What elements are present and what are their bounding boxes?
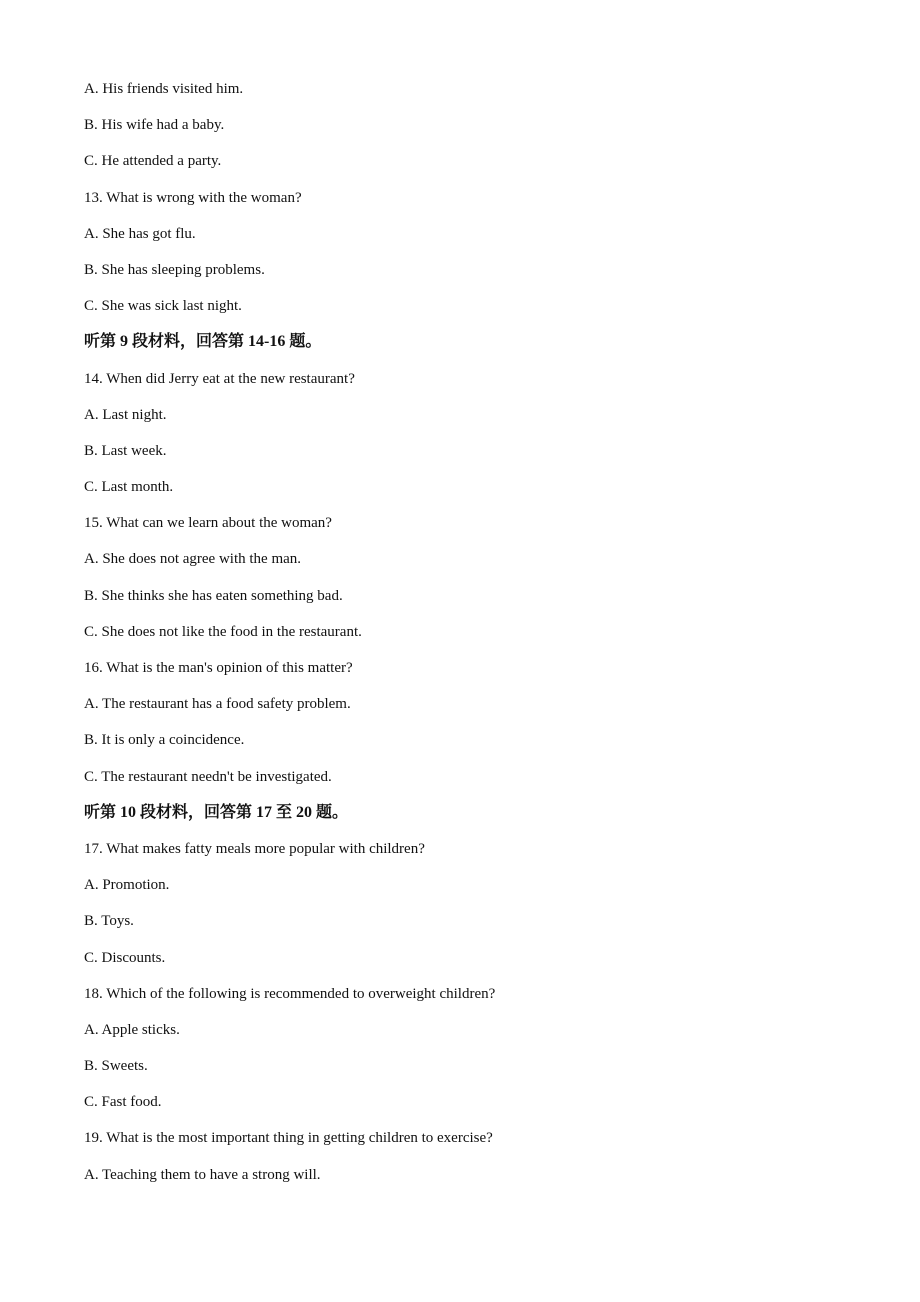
option-line: C. She does not like the food in the restaurant. bbox=[84, 623, 362, 640]
option-line: C. Discounts. bbox=[84, 949, 166, 966]
option-line: C. He attended a party. bbox=[84, 153, 222, 170]
option-line: B. Last week. bbox=[84, 442, 167, 459]
document-page bbox=[84, 78, 884, 1200]
option-line: B. Sweets. bbox=[84, 1058, 148, 1075]
question-line: 15. What can we learn about the woman? bbox=[84, 515, 332, 532]
option-line: A. Apple sticks. bbox=[84, 1021, 180, 1038]
option-line: C. Last month. bbox=[84, 479, 174, 496]
option-line: A. She does not agree with the man. bbox=[84, 551, 302, 568]
option-line: C. She was sick last night. bbox=[84, 298, 242, 315]
option-line: B. It is only a coincidence. bbox=[84, 732, 245, 749]
question-line: 14. When did Jerry eat at the new restaurant? bbox=[84, 370, 355, 387]
question-line: 18. Which of the following is recommended to overweight children? bbox=[84, 985, 496, 1002]
option-line: A. Teaching them to have a strong will. bbox=[84, 1166, 321, 1183]
option-line: A. His friends visited him. bbox=[84, 81, 244, 97]
question-line: 16. What is the man's opinion of this matter? bbox=[84, 660, 353, 676]
question-line: 13. What is wrong with the woman? bbox=[84, 189, 302, 206]
option-line: C. The restaurant needn't be investigated. bbox=[84, 768, 332, 785]
option-line: C. Fast food. bbox=[84, 1094, 162, 1111]
option-line: B. She has sleeping problems. bbox=[84, 261, 265, 278]
option-line: B. Toys. bbox=[84, 913, 134, 930]
section-heading: 听第 10 段材料，回答第 17 至 20 题。 bbox=[84, 803, 349, 821]
question-line: 19. What is the most important thing in getting children to exercise? bbox=[84, 1130, 493, 1147]
option-line: A. She has got flu. bbox=[84, 225, 196, 242]
option-line: A. Promotion. bbox=[84, 877, 170, 894]
section-heading: 听第 9 段材料，回答第 14-16 题。 bbox=[84, 333, 322, 351]
option-line: A. Last night. bbox=[84, 406, 167, 423]
option-line: B. His wife had a baby. bbox=[84, 117, 225, 134]
option-line: A. The restaurant has a food safety problem. bbox=[84, 696, 351, 713]
question-line: 17. What makes fatty meals more popular with children? bbox=[84, 840, 425, 857]
option-line: B. She thinks she has eaten something bad. bbox=[84, 587, 343, 604]
